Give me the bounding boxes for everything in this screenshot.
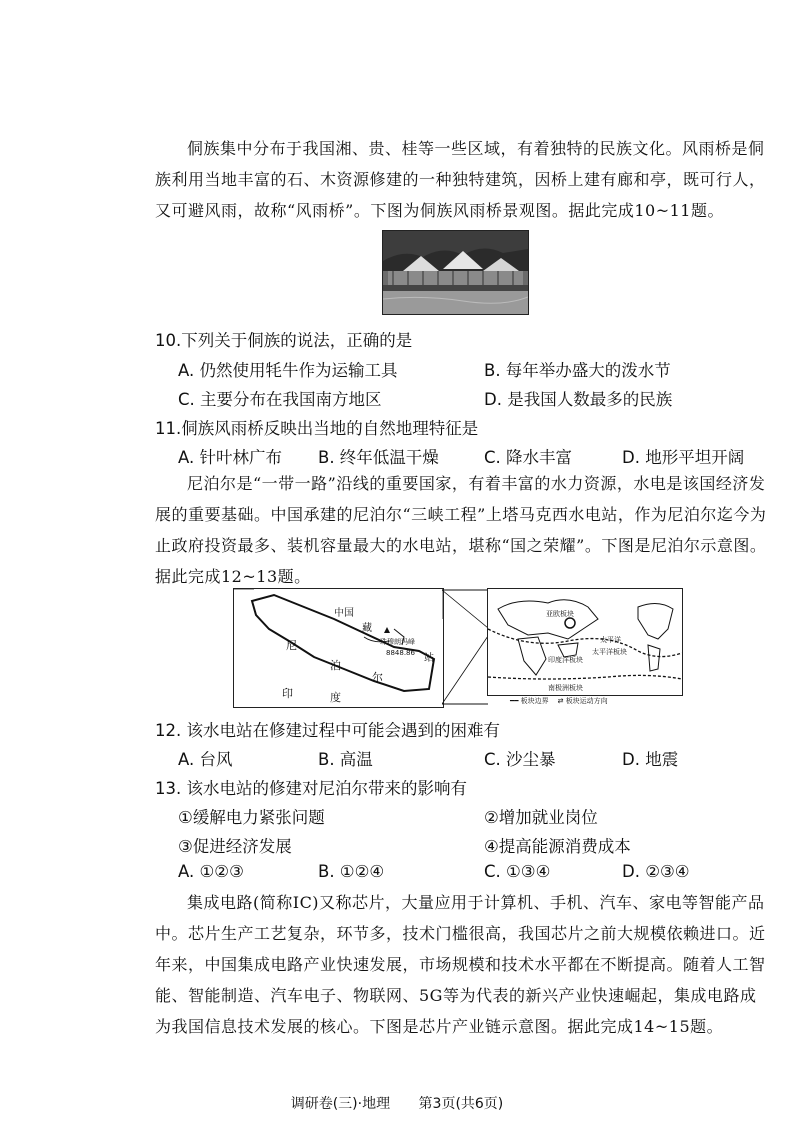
map-label-peak: 珠穆朗玛峰: [380, 638, 415, 646]
footer-exam: 调研卷(三)·地理: [290, 1096, 391, 1112]
q13-option-c[interactable]: C. ①③④: [484, 862, 551, 881]
q11-option-a[interactable]: A. 针叶林广布: [178, 448, 282, 467]
world-plate-map: [487, 588, 683, 696]
q13-option-b[interactable]: B. ①②④: [318, 862, 385, 881]
map-label-du: 度: [330, 691, 341, 704]
q12-option-d[interactable]: D. 地震: [622, 750, 679, 769]
nepal-map: [233, 588, 444, 708]
q10-option-c[interactable]: C. 主要分布在我国南方地区: [178, 390, 382, 409]
legend-plate-boundary-icon: ━━: [510, 697, 519, 705]
q11-option-b[interactable]: B. 终年低温干燥: [318, 448, 439, 467]
q13-statement-1: ①缓解电力紧张问题: [178, 808, 325, 827]
map-label-china: 中国: [334, 608, 354, 619]
q13-option-a[interactable]: A. ①②③: [178, 862, 244, 881]
q13-statement-3: ③促进经济发展: [178, 837, 292, 856]
q13-option-d[interactable]: D. ②③④: [622, 862, 690, 881]
q13-statement-2: ②增加就业岗位: [484, 808, 598, 827]
map-connector: [442, 588, 488, 706]
footer-page: 第3页(共6页): [418, 1096, 504, 1112]
map-label-antarctic-plate: 南极洲板块: [548, 684, 583, 692]
legend-plate-motion-icon: ⇄: [557, 697, 564, 705]
map-label-er: 尔: [372, 671, 383, 684]
map-label-bo: 泊: [330, 659, 341, 672]
q10-option-b[interactable]: B. 每年举办盛大的泼水节: [484, 361, 671, 380]
map-label-yin: 印: [282, 687, 293, 700]
question-13: 13. 该水电站的修建对尼泊尔带来的影响有: [155, 779, 467, 798]
map-label-ni: 尼: [286, 639, 297, 652]
page-footer: [0, 1093, 794, 1113]
q11-option-d[interactable]: D. 地形平坦开阔: [622, 448, 745, 467]
q12-option-b[interactable]: B. 高温: [318, 750, 373, 769]
passage-chip: 集成电路(简称IC)又称芯片，大量应用于计算机、手机、汽车、家电等智能产品中。芯片生产工艺复杂，环节多，技术门槛很高，我国芯片之前大规模依赖进口。近年来，中国集成电路产业快速发展，市场规模和技术水平都在不断提高。随着人工智能、智能制造、汽车电子、物联网、5G等为代表的新兴产业快速崛起，集成电路成为我国信息技术发展的核心。下图是芯片产业链示意图。据此完成14~15题。: [155, 893, 766, 1036]
wind-rain-bridge-photo: [382, 230, 529, 315]
q11-option-c[interactable]: C. 降水丰富: [484, 448, 573, 467]
question-11: 11.侗族风雨桥反映出当地的自然地理特征是: [155, 419, 479, 438]
passage-nepal: 尼泊尔是“一带一路”沿线的重要国家，有着丰富的水力资源，水电是该国经济发展的重要基础。中国承建的尼泊尔“三峡工程”上塔马克西水电站，作为尼泊尔迄今为止政府投资最多、装机容量最大的水电站，堪称“国之荣耀”。下图是尼泊尔示意图。据此完成12~13题。: [155, 474, 767, 586]
legend-plate-motion: 板块运动方向: [565, 697, 608, 705]
legend-plate-boundary: 板块边界: [520, 697, 549, 705]
passage-dong: 侗族集中分布于我国湘、贵、桂等一些区域，有着独特的民族文化。风雨桥是侗族利用当地丰富的石、木资源修建的一种独特建筑，因桥上建有廊和亭，既可行人，又可避风雨，故称“风雨桥”。下图为侗族风雨桥景观图。据此完成10~11题。: [155, 139, 766, 220]
map-label-height: 8848.86: [386, 649, 415, 657]
q12-option-a[interactable]: A. 台风: [178, 750, 233, 769]
map-label-pacific-plate: 太平洋板块: [592, 648, 627, 656]
question-10: 10.下列关于侗族的说法，正确的是: [155, 331, 413, 350]
map-label-pacific: 太平洋: [600, 636, 621, 644]
map-label-station-partial-2: 藏: [362, 623, 372, 634]
map-label-eurasia-plate: 亚欧板块: [546, 610, 574, 618]
map-label-indian-plate: 印度洋板块: [548, 656, 583, 664]
map-label-station-partial: 站: [424, 653, 434, 664]
q10-option-a[interactable]: A. 仍然使用牦牛作为运输工具: [178, 361, 398, 380]
world-map-legend: [510, 696, 608, 706]
q12-option-c[interactable]: C. 沙尘暴: [484, 750, 556, 769]
q10-option-d[interactable]: D. 是我国人数最多的民族: [484, 390, 673, 409]
q13-statement-4: ④提高能源消费成本: [484, 837, 631, 856]
question-12: 12. 该水电站在修建过程中可能会遇到的困难有: [155, 721, 500, 740]
